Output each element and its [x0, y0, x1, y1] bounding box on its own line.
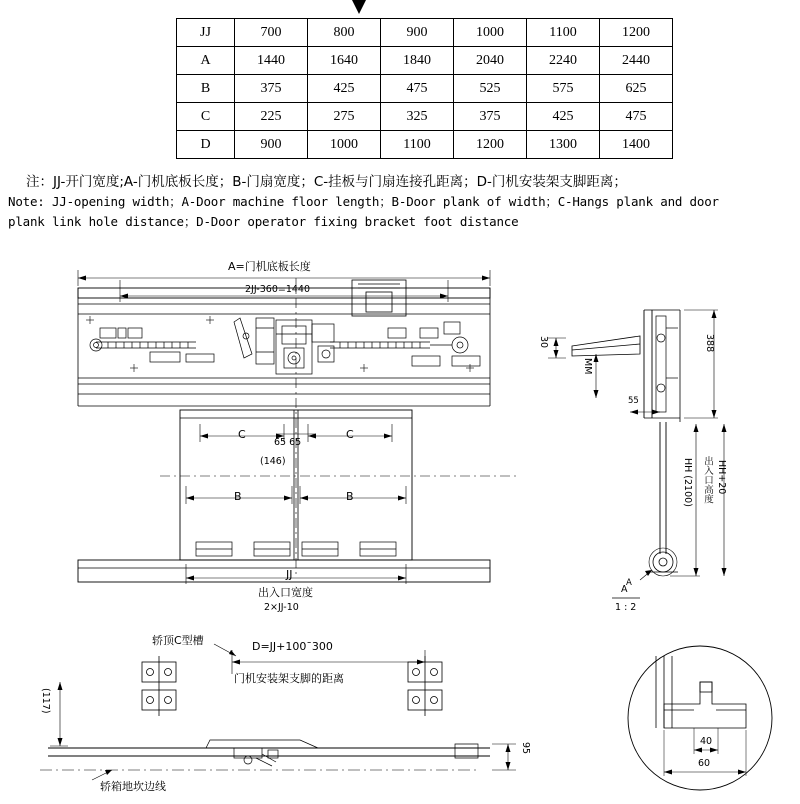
- cell: 325: [381, 103, 454, 131]
- cell: 375: [454, 103, 527, 131]
- row-head: D: [177, 131, 235, 159]
- label-dim-117: (117): [40, 688, 51, 714]
- label-dim-mm: MM: [582, 358, 593, 375]
- notes-block: [8, 172, 798, 232]
- spec-table: [176, 18, 673, 159]
- label-ceiling-channel: 轿顶C型槽: [152, 634, 204, 647]
- cell: 2440: [600, 47, 673, 75]
- cell: 1100: [381, 131, 454, 159]
- label-section-a: A: [621, 584, 628, 595]
- cell: 525: [454, 75, 527, 103]
- top-arrow-icon: [348, 0, 372, 16]
- label-section-mark-a: A: [626, 578, 632, 588]
- label-dim-95: 95: [520, 742, 531, 755]
- label-b-left: B: [234, 490, 242, 503]
- label-jj: JJ: [286, 568, 293, 581]
- label-hh-formula: HH+20: [716, 460, 727, 495]
- cell: 375: [235, 75, 308, 103]
- cell: 800: [308, 19, 381, 47]
- label-d-formula: D=JJ+100¯300: [252, 640, 333, 653]
- note-english-line2: plank link hole distance；D-Door operator fixing bracket foot distance: [8, 214, 519, 229]
- cell: 425: [527, 103, 600, 131]
- label-dim-30: 30: [538, 336, 549, 349]
- label-dim-388: 388: [704, 334, 715, 353]
- note-chinese: 注：JJ-开门宽度;A-门机底板长度；B-门扇宽度；C-挂板与门扇连接孔距离；D-门机安装架支脚距离；: [26, 174, 627, 190]
- cell: 225: [235, 103, 308, 131]
- cell: 1100: [527, 19, 600, 47]
- label-dim-40: 40: [700, 736, 713, 747]
- table-row: [177, 47, 673, 75]
- label-hh: HH (2100): [682, 458, 693, 507]
- cell: 1440: [235, 47, 308, 75]
- drawing-svg: [0, 258, 800, 804]
- cell: 625: [600, 75, 673, 103]
- cell: 1200: [454, 131, 527, 159]
- label-b-right: B: [346, 490, 354, 503]
- cell: 1640: [308, 47, 381, 75]
- cell: 1840: [381, 47, 454, 75]
- cell: 1000: [308, 131, 381, 159]
- cell: 275: [308, 103, 381, 131]
- table-row: [177, 103, 673, 131]
- label-146: (146): [260, 456, 286, 467]
- row-head: B: [177, 75, 235, 103]
- label-c-left: C: [238, 428, 246, 441]
- row-head: A: [177, 47, 235, 75]
- label-opening-width-formula: 2×JJ-10: [264, 602, 299, 613]
- drawing-area: [0, 258, 800, 804]
- cell: 575: [527, 75, 600, 103]
- cell: 1200: [600, 19, 673, 47]
- label-car-sill-line: 轿箱地坎边线: [100, 780, 166, 793]
- label-d-cn: 门机安装架支脚的距离: [234, 672, 344, 685]
- label-hh-cn: 出入口高度: [702, 456, 713, 504]
- cell: 1000: [454, 19, 527, 47]
- cell: 425: [308, 75, 381, 103]
- label-dim-60: 60: [698, 758, 711, 769]
- cell: 900: [235, 131, 308, 159]
- cell: 475: [381, 75, 454, 103]
- label-65-65: 65 65: [274, 437, 302, 448]
- cell: 700: [235, 19, 308, 47]
- label-dim-55: 55: [628, 396, 639, 406]
- table-row: [177, 131, 673, 159]
- cell: 2040: [454, 47, 527, 75]
- table-row: [177, 75, 673, 103]
- row-head: C: [177, 103, 235, 131]
- label-c-right: C: [346, 428, 354, 441]
- cell: 2240: [527, 47, 600, 75]
- label-sub-dimension: 2JJ-360=1440: [245, 284, 311, 295]
- note-english-line1: Note: JJ-opening width；A-Door machine floor length；B-Door plank of width；C-Hangs plank and door: [8, 194, 719, 209]
- cell: 475: [600, 103, 673, 131]
- table-row: [177, 19, 673, 47]
- label-scale: 1 : 2: [615, 602, 637, 613]
- cell: 1300: [527, 131, 600, 159]
- row-head: JJ: [177, 19, 235, 47]
- cell: 900: [381, 19, 454, 47]
- cell: 1400: [600, 131, 673, 159]
- label-top-view-title: A=门机底板长度: [228, 260, 311, 273]
- label-opening-width-cn: 出入口宽度: [258, 586, 313, 599]
